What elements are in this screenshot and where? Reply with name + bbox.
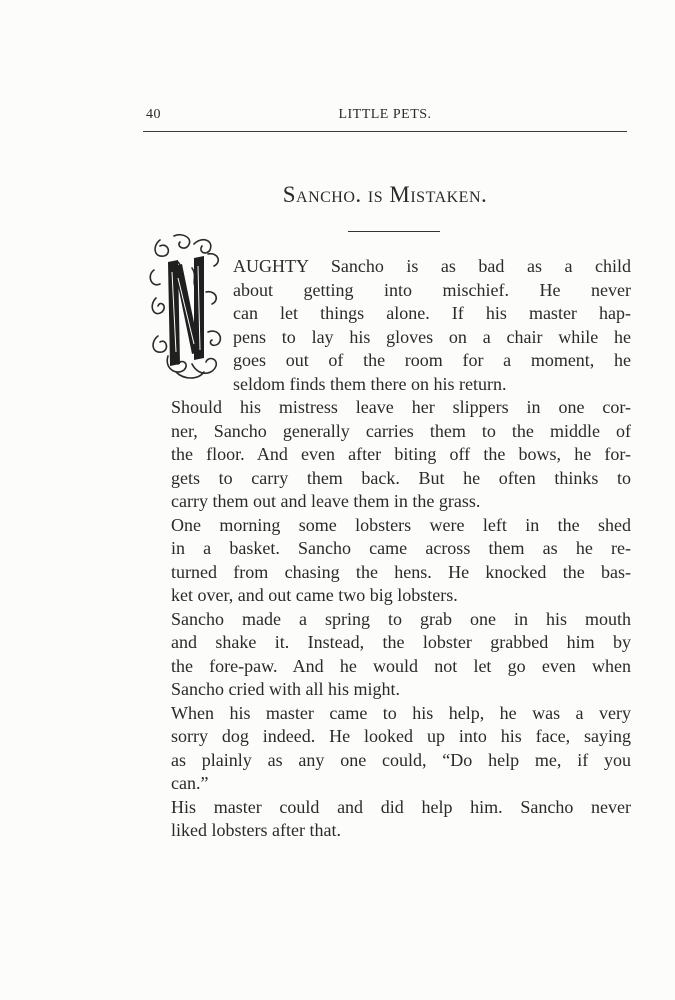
text-line: can.” bbox=[171, 773, 209, 793]
text-line: sorry dog indeed. He looked up into his face, saying bbox=[171, 726, 631, 746]
chapter-title-first-word: Sancho. bbox=[282, 182, 362, 207]
header-rule bbox=[143, 131, 627, 132]
text-line: carry them out and leave them in the grass. bbox=[171, 491, 481, 511]
text-line: as plainly as any one could, “Do help me, if you bbox=[171, 749, 631, 770]
text-line: liked lobsters after that. bbox=[171, 820, 341, 840]
text-line: Sancho cried with all his might. bbox=[171, 679, 400, 699]
text-line: in a basket. Sancho came across them as he re- bbox=[171, 538, 631, 558]
page-number: 40 bbox=[146, 107, 161, 122]
chapter-title bbox=[170, 182, 600, 208]
text-line: pens to lay his gloves on a chair while he bbox=[233, 326, 631, 347]
text-line: gets to carry them back. But he often thinks to bbox=[171, 467, 631, 488]
text-line: goes out of the room for a moment, he bbox=[233, 350, 631, 370]
text-line: seldom finds them there on his return. bbox=[233, 373, 507, 394]
ornate-letter-n-icon bbox=[148, 232, 224, 382]
text-line: the floor. And even after biting off the bows, he for- bbox=[171, 444, 631, 464]
text-line: can let things alone. If his master hap- bbox=[233, 303, 631, 323]
chapter-title-rest: is Mistaken. bbox=[361, 182, 488, 207]
text-line: ket over, and out came two big lobsters. bbox=[171, 585, 458, 605]
running-head: LITTLE PETS. bbox=[338, 107, 432, 122]
title-rule bbox=[348, 231, 440, 232]
text-line: AUGHTY Sancho is as bad as a child bbox=[233, 256, 631, 276]
text-line: Should his mistress leave her slippers in one cor- bbox=[171, 397, 631, 417]
text-line: the fore-paw. And he would not let go even when bbox=[171, 655, 631, 676]
text-line: Sancho made a spring to grab one in his mouth bbox=[171, 608, 631, 629]
text-line: and shake it. Instead, the lobster grabbed him by bbox=[171, 632, 631, 652]
text-line: One morning some lobsters were left in the shed bbox=[171, 514, 631, 535]
text-line: ner, Sancho generally carries them to the middle of bbox=[171, 420, 631, 441]
text-line: turned from chasing the hens. He knocked the bas- bbox=[171, 561, 631, 582]
text-line: His master could and did help him. Sancho never bbox=[171, 796, 631, 817]
text-line: When his master came to his help, he was a very bbox=[171, 702, 631, 723]
text-line: about getting into mischief. He never bbox=[233, 279, 631, 300]
page-header bbox=[143, 104, 627, 126]
